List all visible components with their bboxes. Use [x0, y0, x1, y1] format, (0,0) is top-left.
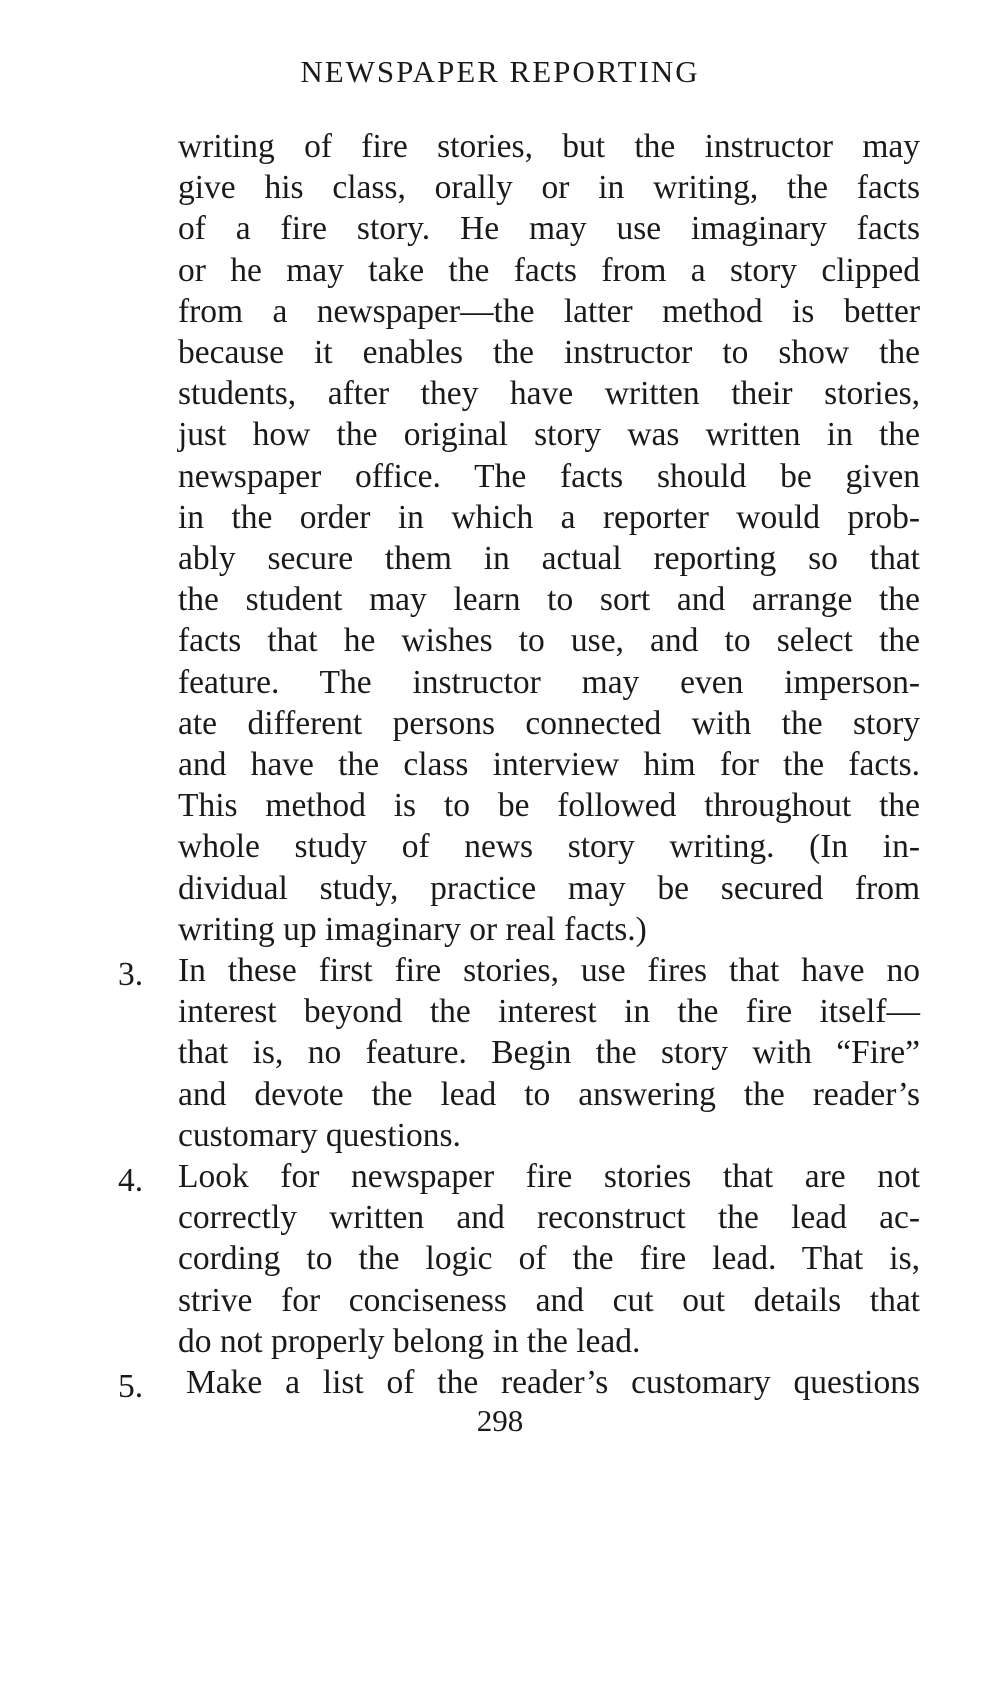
text-line: strive for conciseness and cut out details that	[178, 1281, 920, 1319]
page-number: 298	[476, 1403, 524, 1438]
text-line: customary questions.	[178, 1116, 461, 1154]
page-body	[118, 126, 920, 1406]
text-line: dividual study, practice may be secured from	[178, 869, 920, 907]
text-line: from a newspaper—the latter method is better	[178, 292, 920, 330]
list-item	[118, 1156, 920, 1362]
text-line: Make a list of the reader’s customary questions	[186, 1364, 920, 1402]
text-line: ate different persons connected with the story	[178, 704, 920, 742]
text-line: give his class, orally or in writing, the facts	[178, 169, 920, 207]
item-number: 4.	[118, 1162, 144, 1200]
text-line: cording to the logic of the fire lead. That is,	[178, 1240, 920, 1278]
text-line: interest beyond the interest in the fire itself—	[178, 993, 920, 1031]
text-line: because it enables the instructor to show the	[178, 334, 920, 372]
text-line: or he may take the facts from a story clipped	[178, 251, 920, 289]
text-line: ably secure them in actual reporting so that	[178, 540, 920, 578]
running-head: NEWSPAPER REPORTING	[300, 54, 700, 89]
text-line: do not properly belong in the lead.	[178, 1322, 641, 1360]
list-item	[118, 950, 920, 1156]
text-line: facts that he wishes to use, and to select the	[178, 622, 920, 660]
text-line: just how the original story was written in the	[178, 416, 920, 454]
text-line: that is, no feature. Begin the story with “Fire”	[178, 1034, 920, 1072]
text-line: whole study of news story writing. (In in-	[178, 828, 920, 866]
text-line: feature. The instructor may even imperson-	[178, 663, 920, 701]
text-line: the student may learn to sort and arrange the	[178, 581, 920, 619]
text-line: newspaper office. The facts should be given	[178, 457, 920, 495]
item-number: 5.	[118, 1368, 144, 1406]
text-line: Look for newspaper fire stories that are not	[178, 1158, 920, 1196]
continuation-paragraph	[178, 126, 920, 950]
text-line: writing up imaginary or real facts.)	[178, 910, 647, 948]
text-line: of a fire story. He may use imaginary facts	[178, 210, 920, 248]
text-line: students, after they have written their stories,	[178, 375, 920, 413]
text-line: writing of fire stories, but the instructor may	[178, 128, 920, 165]
text-line: and devote the lead to answering the reader’s	[178, 1075, 920, 1113]
text-line: In these first fire stories, use fires that have no	[178, 952, 920, 990]
text-line: in the order in which a reporter would prob-	[178, 498, 920, 536]
list-item	[118, 1362, 920, 1406]
text-line: correctly written and reconstruct the lead ac-	[178, 1199, 920, 1237]
text-line: and have the class interview him for the facts.	[178, 746, 920, 784]
item-number: 3.	[118, 956, 144, 994]
text-line: This method is to be followed throughout the	[178, 787, 920, 825]
